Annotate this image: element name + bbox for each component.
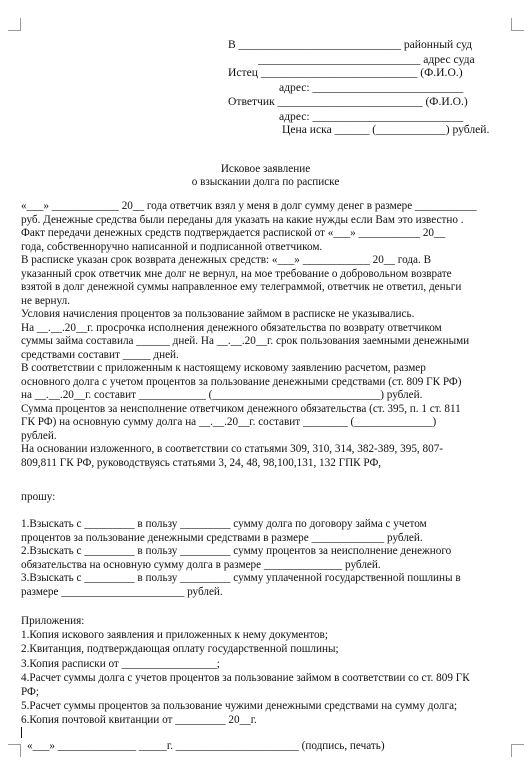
- request-item-line: обязательства на основную сумму долга в размере ______________ рублей.: [21, 558, 381, 571]
- body-text-line: средствами составит _____ дней.: [21, 348, 179, 361]
- margin-mark-bottom-left: [8, 744, 21, 757]
- body-text-line: взятой в долг денежной суммы направленное ему телеграммой, ответчик не ответил, деньги: [21, 281, 462, 293]
- body-text-line: не вернул.: [21, 294, 70, 307]
- body-text-line: «___» ____________ 20__ года ответчик взял у меня в долг сумму денег в размере ___________: [21, 200, 477, 212]
- request-item-line: размере ______________________ рублей.: [21, 586, 223, 598]
- body-text-line: На основании изложенного, в соответствии со статьями 309, 310, 314, 382-389, 395, 807-: [21, 443, 444, 455]
- margin-mark-top-right: [511, 18, 524, 31]
- request-item-line: процентов за пользование денежными средствами в размере _____________ рублей.: [21, 531, 423, 544]
- defendant-address-line: адрес: __________________________: [279, 110, 464, 123]
- attachment-item-line: 4.Расчет суммы долга с учетов процентов за пользование займом в соответствии со ст. 809 ГК: [21, 671, 470, 684]
- body-text-line: Сумма процентов за неисполнение ответчиком денежного обязательства (ст. 395, п. 1 ст. 811: [21, 402, 461, 415]
- margin-mark-top-left: [8, 18, 21, 31]
- attachment-item-line: 2.Квитанция, подтверждающая оплату государственной пошлины;: [21, 643, 339, 656]
- plaintiff-address-line: адрес: __________________________: [279, 81, 464, 94]
- margin-mark-bottom-right: [511, 744, 524, 757]
- body-text-line: Факт передачи денежных средств подтверждается распиской от «___» ___________ 20__: [21, 227, 446, 239]
- court-address-line: ____________________________ адрес суда: [258, 53, 475, 66]
- attachment-item-line: 6.Копия почтовой квитанции от _________ 20__г.: [21, 714, 257, 727]
- court-line: В ____________________________ районный суд: [228, 38, 473, 51]
- request-heading: прошу:: [21, 491, 56, 503]
- body-text-line: рублей.: [21, 429, 57, 442]
- request-item-line: 3.Взыскать с _________ в пользу _________ сумму уплаченной государственной пошлины в: [21, 572, 461, 585]
- request-item-line: 1.Взыскать с _________ в пользу _________ сумму долга по договору займа с учетом: [21, 518, 427, 530]
- body-text-line: В расписке указан срок возврата денежных средств: «___» ____________ 20__ года. В: [21, 254, 432, 266]
- body-text-line: указанный срок ответчик мне долг не вернул, на мое требование о добровольном возврате: [21, 267, 452, 280]
- claim-price-line: Цена иска ______ (____________) рублей.: [282, 123, 490, 136]
- plaintiff-line: Истец ___________________________ (Ф.И.О.): [228, 66, 463, 79]
- body-text-line: В соответствии с приложенным к настоящему исковому заявлению расчетом, размер: [21, 362, 426, 374]
- document-title: Исковое заявление: [220, 163, 311, 175]
- defendant-line: Ответчик _________________________ (Ф.И.О.): [228, 95, 468, 108]
- body-text-line: суммы займа составила ______ дней. На __.__.20__г. срок пользования заемными денежными: [21, 335, 470, 347]
- body-text-line: На __.__.20__г. просрочка исполнения денежного обязательства по возврату ответчиком: [21, 321, 442, 334]
- body-text-line: года, собственноручно написанной и подписанной ответчиком.: [21, 240, 323, 253]
- attachment-item-line: РФ;: [21, 686, 39, 698]
- signature-line: «___» ______________ _____г. ______________________ (подпись, печать): [27, 740, 385, 752]
- body-text-line: Условия начисления процентов за пользование займом в расписке не указывались.: [21, 308, 415, 320]
- document-subtitle: о взыскании долга по расписке: [191, 176, 340, 188]
- body-text-line: руб. Денежные средства были переданы для указать на какие нужды если Вам это известно .: [21, 213, 464, 226]
- body-text-line: 809,811 ГК РФ, руководствуясь статьями 3, 24, 48, 98,100,131, 132 ГПК РФ,: [21, 456, 382, 469]
- attachment-item-line: 5.Расчет суммы процентов за пользование чужими денежными средствами на сумму долга;: [21, 700, 458, 713]
- request-item-line: 2.Взыскать с _________ в пользу _________ сумму процентов за неисполнение денежного: [21, 545, 452, 558]
- attachment-item-line: Приложения:: [21, 615, 85, 627]
- text-cursor: [21, 727, 22, 738]
- attachment-item-line: 1.Копия искового заявления и приложенных к нему документов;: [21, 629, 328, 642]
- body-text-line: ГК РФ) на основную сумму долга на __.__.20__г. составит ________ (______________): [21, 416, 437, 428]
- attachment-item-line: 3.Копия расписки от _________________;: [21, 657, 220, 670]
- body-text-line: основного долга с учетом процентов за пользование денежными средствами (ст. 809 ГК РФ): [21, 375, 462, 388]
- body-text-line: на __.__.20__г. составит ____________ (______________________________) рублей.: [21, 389, 423, 401]
